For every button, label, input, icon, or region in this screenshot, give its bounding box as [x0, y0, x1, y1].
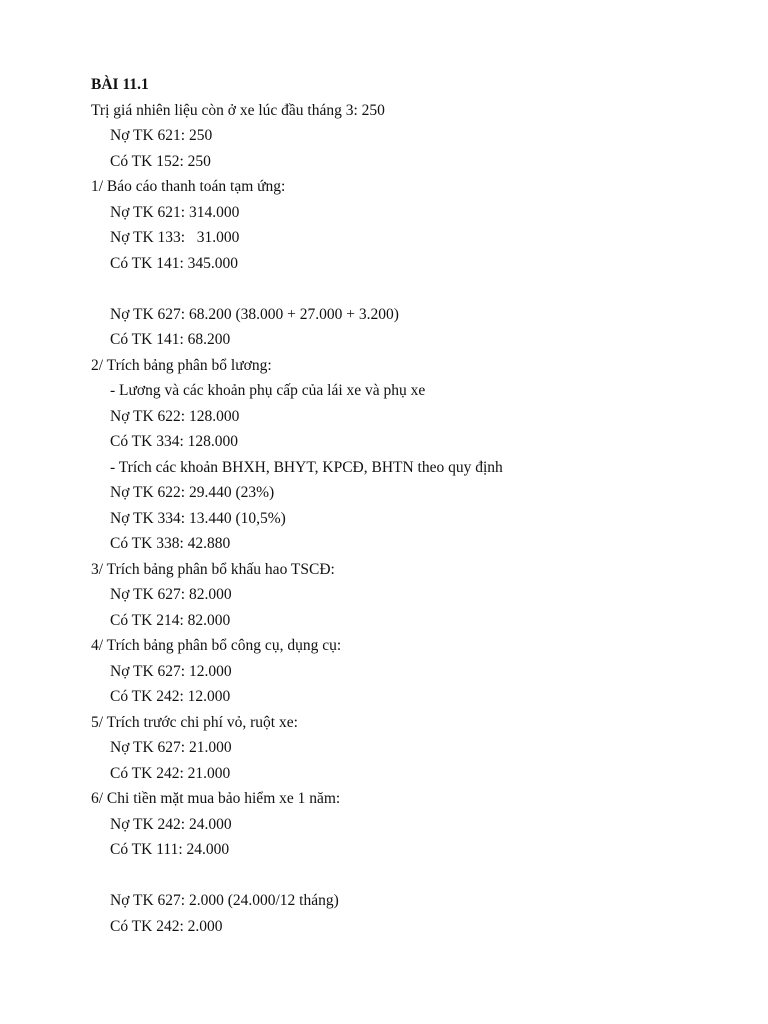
entry-line: Có TK 338: 42.880: [110, 535, 231, 552]
intro-line: Trị giá nhiên liệu còn ở xe lúc đầu tháng 3: 250: [91, 101, 385, 119]
entry-line: Có TK 214: 82.000: [110, 611, 231, 629]
entry-line: Có TK 111: 24.000: [110, 841, 230, 858]
entry-line: Có TK 141: 68.200: [110, 331, 231, 348]
entry-line: Có TK 141: 345.000: [110, 254, 239, 272]
entry-line: Nợ TK 621: 250: [110, 127, 213, 144]
blank-line: [91, 276, 731, 302]
section-heading: 4/ Trích bảng phân bổ công cụ, dụng cụ:: [91, 637, 342, 654]
entry-line: Nợ TK 627: 82.000: [110, 586, 232, 603]
entry-line: Nợ TK 133: 31.000: [110, 229, 240, 246]
sub-heading: - Trích các khoản BHXH, BHYT, KPCĐ, BHTN theo quy định: [110, 458, 503, 476]
section-heading: 5/ Trích trước chi phí vỏ, ruột xe:: [91, 713, 298, 731]
section-heading: 6/ Chi tiền mặt mua bảo hiểm xe 1 năm:: [91, 790, 341, 807]
document-title: BÀI 11.1: [91, 76, 149, 93]
section-heading: 2/ Trích bảng phân bổ lương:: [91, 356, 272, 374]
entry-line: Nợ TK 627: 12.000: [110, 662, 232, 680]
entry-line: Nợ TK 627: 21.000: [110, 739, 232, 756]
blank-line: [91, 863, 731, 889]
entry-line: Có TK 242: 2.000: [110, 917, 223, 935]
entry-line: Có TK 152: 250: [110, 152, 211, 170]
entry-line: Nợ TK 627: 68.200 (38.000 + 27.000 + 3.200): [110, 305, 399, 323]
entry-line: Có TK 242: 21.000: [110, 764, 231, 782]
sub-heading: - Lương và các khoản phụ cấp của lái xe và phụ xe: [110, 382, 426, 399]
entry-line: Nợ TK 334: 13.440 (10,5%): [110, 509, 286, 527]
document-body: [91, 72, 731, 939]
entry-line: Có TK 334: 128.000: [110, 433, 239, 450]
section-heading: 1/ Báo cáo thanh toán tạm ứng:: [91, 178, 286, 195]
entry-line: Nợ TK 621: 314.000: [110, 203, 240, 221]
section-heading: 3/ Trích bảng phân bổ khấu hao TSCĐ:: [91, 560, 335, 578]
entry-line: Nợ TK 242: 24.000: [110, 815, 232, 833]
entry-line: Nợ TK 627: 2.000 (24.000/12 tháng): [110, 892, 339, 909]
entry-line: Có TK 242: 12.000: [110, 688, 231, 705]
entry-line: Nợ TK 622: 128.000: [110, 407, 240, 425]
entry-line: Nợ TK 622: 29.440 (23%): [110, 484, 275, 501]
